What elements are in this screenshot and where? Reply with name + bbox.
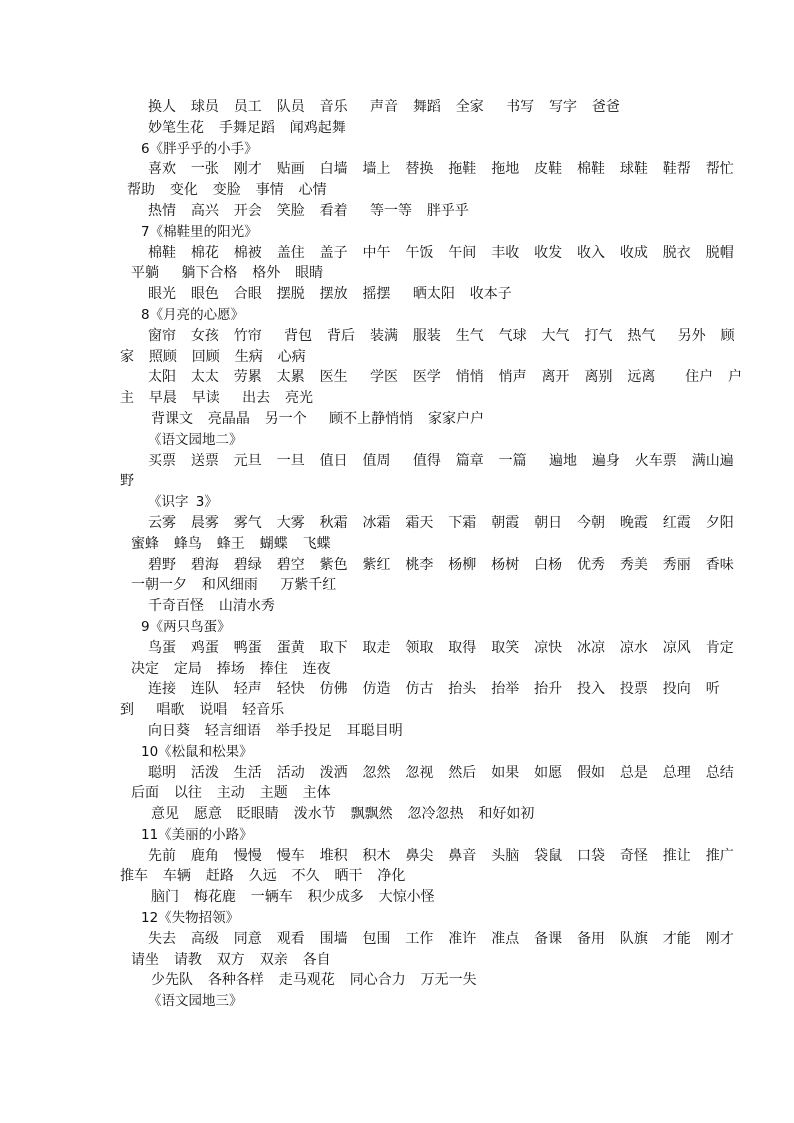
- vocabulary-line: 先前 鹿角 慢慢 慢车 堆积 积木 鼻尖 鼻音 头脑 袋鼠 口袋 奇怪 推让 推广: [148, 847, 734, 864]
- lesson-title: 8《月亮的心愿》: [141, 306, 245, 323]
- vocabulary-line: 到 唱歌 说唱 轻音乐: [120, 702, 285, 719]
- vocabulary-line: 鸟蛋 鸡蛋 鸭蛋 蛋黄 取下 取走 领取 取得 取笑 凉快 冰凉 凉水 凉风 肯定: [148, 639, 734, 656]
- vocabulary-document: [0, 97, 794, 1012]
- vocabulary-line: 喜欢 一张 刚才 贴画 白墙 墙上 替换 拖鞋 拖地 皮鞋 棉鞋 球鞋 鞋帮 帮忙: [148, 161, 734, 178]
- vocabulary-line: 后面 以往 主动 主题 主体: [131, 785, 331, 802]
- vocabulary-line: 意见 愿意 眨眼睛 泼水节 飘飘然 忽冷忽热 和好如初: [151, 806, 535, 823]
- vocabulary-line: 聪明 活泼 生活 活动 泼洒 忽然 忽视 然后 如果 如愿 假如 总是 总理 总结: [148, 764, 734, 781]
- vocabulary-line: 请坐 请教 双方 双亲 各自: [131, 951, 331, 968]
- vocabulary-line: 推车 车辆 赶路 久远 不久 晒干 净化: [120, 868, 406, 885]
- vocabulary-line: 主 早晨 早读 出去 亮光: [120, 390, 314, 407]
- lesson-title: 11《美丽的小路》: [141, 826, 253, 843]
- vocabulary-line: 背课文 亮晶晶 另一个 顾不上静悄悄 家家户户: [151, 410, 485, 427]
- vocabulary-line: 少先队 各种各样 走马观花 同心合力 万无一失: [151, 972, 477, 989]
- vocabulary-line: 碧野 碧海 碧绿 碧空 紫色 紫红 桃李 杨柳 杨树 白杨 优秀 秀美 秀丽 香味: [148, 556, 734, 573]
- vocabulary-line: 热情 高兴 开会 笑脸 看着 等一等 胖乎乎: [148, 202, 469, 219]
- lesson-title: 《语文园地二》: [148, 431, 243, 448]
- lesson-title: 12《失物招领》: [141, 910, 240, 927]
- vocabulary-line: 平躺 躺下合格 格外 眼睛: [131, 265, 324, 282]
- lesson-title: 6《胖乎乎的小手》: [141, 140, 258, 157]
- vocabulary-line: 千奇百怪 山清水秀: [148, 598, 275, 615]
- vocabulary-line: 妙笔生花 手舞足蹈 闻鸡起舞: [148, 119, 346, 136]
- lesson-title: 《语文园地三》: [148, 993, 243, 1010]
- vocabulary-line: 决定 定局 捧场 捧住 连夜: [131, 660, 331, 677]
- vocabulary-line: 棉鞋 棉花 棉被 盖住 盖子 中午 午饭 午间 丰收 收发 收入 收成 脱衣 脱帽: [148, 244, 734, 261]
- vocabulary-line: 眼光 眼色 合眼 摆脱 摆放 摇摆 晒太阳 收本子: [148, 286, 512, 303]
- vocabulary-line: 太阳 太太 劳累 太累 医生 学医 医学 悄悄 悄声 离开 离别 远离 住户 户: [148, 369, 743, 386]
- vocabulary-line: 脑门 梅花鹿 一辆车 积少成多 大惊小怪: [151, 889, 435, 906]
- vocabulary-line: 帮助 变化 变脸 事情 心情: [127, 182, 327, 199]
- vocabulary-line: 蜜蜂 蜂鸟 蜂王 蝴蝶 飞蝶: [131, 535, 331, 552]
- lesson-title: 9《两只鸟蛋》: [141, 618, 231, 635]
- vocabulary-line: 连接 连队 轻声 轻快 仿佛 仿造 仿古 抬头 抬举 抬升 投入 投票 投向 听: [148, 681, 720, 698]
- lesson-title: 《识字 3》: [148, 494, 218, 511]
- vocabulary-line: 云雾 晨雾 雾气 大雾 秋霜 冰霜 霜天 下霜 朝霞 朝日 今朝 晚霞 红霞 夕阳: [148, 514, 734, 531]
- lesson-title: 10《松鼠和松果》: [141, 743, 253, 760]
- vocabulary-line: 窗帘 女孩 竹帘 背包 背后 装满 服装 生气 气球 大气 打气 热气 另外 顾: [148, 327, 735, 344]
- vocabulary-line: 一朝一夕 和风细雨 万紫千红: [131, 577, 337, 594]
- vocabulary-line: 失去 高级 同意 观看 围墙 包围 工作 准许 准点 备课 备用 队旗 才能 刚才: [148, 930, 734, 947]
- vocabulary-line: 换人 球员 员工 队员 音乐 声音 舞蹈 全家 书写 写字 爸爸: [148, 99, 620, 115]
- vocabulary-line: 向日葵 轻言细语 举手投足 耳聪目明: [148, 722, 403, 739]
- vocabulary-line: 买票 送票 元旦 一旦 值日 值周 值得 篇章 一篇 遍地 遍身 火车票 满山遍: [148, 452, 734, 469]
- lesson-title: 7《棉鞋里的阳光》: [141, 223, 258, 240]
- vocabulary-line: 家 照顾 回顾 生病 心病: [120, 348, 306, 365]
- vocabulary-line: 野: [120, 473, 134, 490]
